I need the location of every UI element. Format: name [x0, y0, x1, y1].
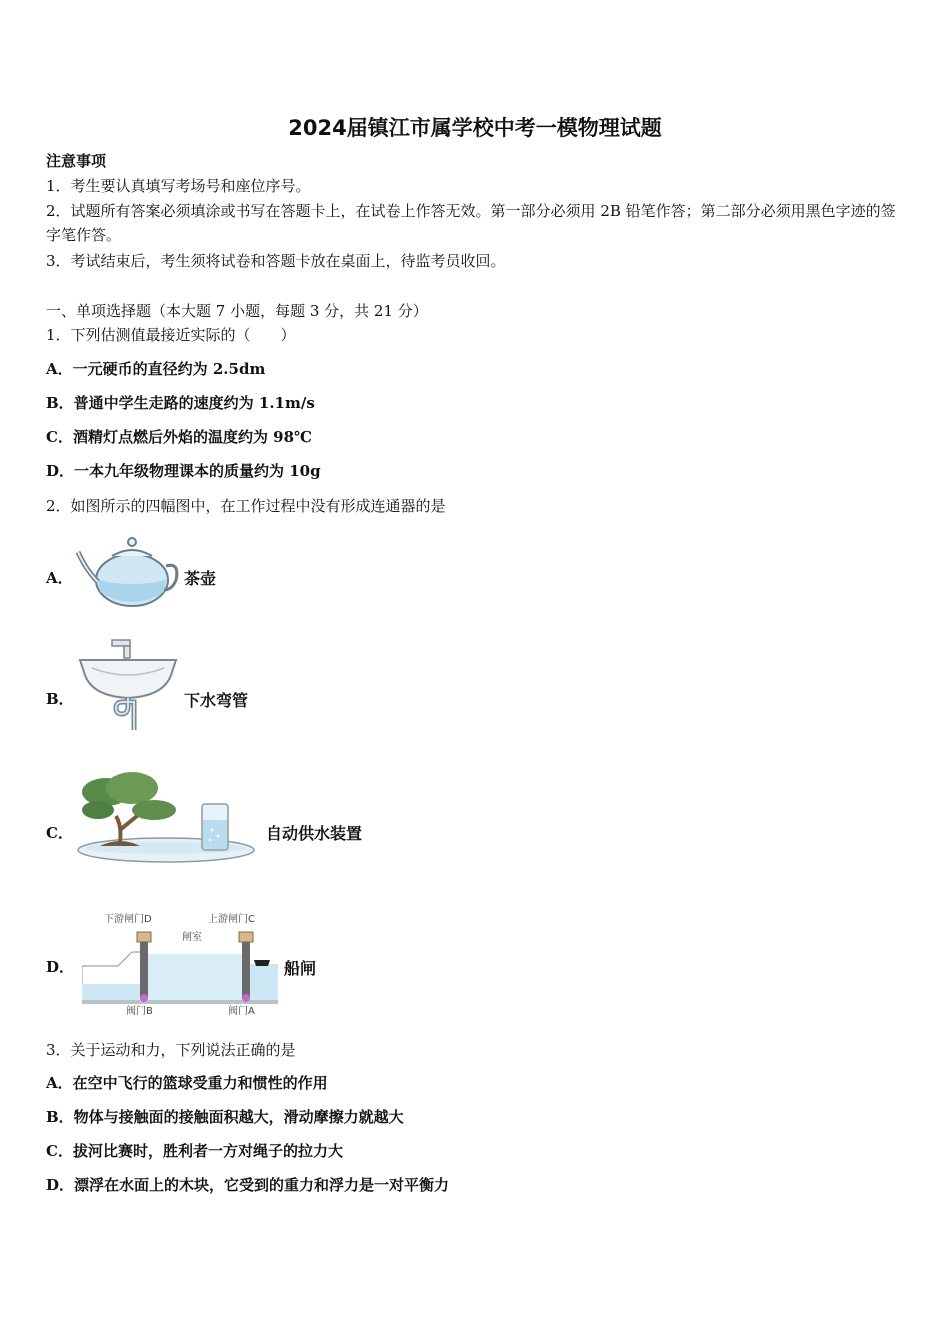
- q2-option-b-caption: 下水弯管: [184, 691, 249, 710]
- q3-stem: 3．关于运动和力，下列说法正确的是: [46, 1041, 296, 1059]
- q1-option-c: C．酒精灯点燃后外焰的温度约为 98℃: [46, 428, 313, 446]
- notice-heading: 注意事项: [46, 152, 107, 170]
- q2-option-c-letter: C．: [46, 824, 73, 842]
- q2-option-d-letter: D．: [46, 958, 75, 976]
- lock-label-valve-b: 阀门B: [126, 1006, 153, 1017]
- notice-item-2: 2．试题所有答案必须填涂或书写在答题卡上，在试卷上作答无效。第一部分必须用 2B 铅笔作答；第二部分必须用黑色字迹的签字笔作答。: [46, 202, 896, 244]
- page-title: 2024届镇江市属学校中考一模物理试题: [288, 116, 662, 140]
- sink-drain-image: [76, 638, 180, 730]
- q1-option-b: B．普通中学生走路的速度约为 1.1m/s: [46, 394, 315, 412]
- lock-label-gate-c: 上游闸门C: [208, 914, 255, 925]
- q2-option-d-caption: 船闸: [284, 959, 317, 978]
- teapot-image: [76, 530, 180, 612]
- section-heading: 一、单项选择题（本大题 7 小题，每题 3 分，共 21 分）: [46, 302, 428, 320]
- notice-item-1: 1．考生要认真填写考场号和座位序号。: [46, 177, 311, 195]
- notice-item-3: 3．考试结束后，考生须将试卷和答题卡放在桌面上，待监考员收回。: [46, 252, 506, 270]
- q2-option-c-caption: 自动供水装置: [266, 824, 363, 843]
- q3-option-b: B．物体与接触面的接触面积越大，滑动摩擦力就越大: [46, 1108, 404, 1126]
- q3-option-c: C．拔河比赛时，胜利者一方对绳子的拉力大: [46, 1142, 343, 1160]
- q3-option-d: D．漂浮在水面上的木块，它受到的重力和浮力是一对平衡力: [46, 1176, 450, 1194]
- q2-option-a-caption: 茶壶: [184, 569, 217, 588]
- lock-label-valve-a: 阀门A: [228, 1006, 255, 1017]
- q2-stem: 2．如图所示的四幅图中，在工作过程中没有形成连通器的是: [46, 497, 446, 515]
- auto-water-supply-image: [76, 770, 262, 866]
- q2-option-a-letter: A．: [46, 569, 73, 587]
- lock-label-gate-d: 下游闸门D: [104, 914, 152, 925]
- ship-lock-image: [82, 908, 278, 1018]
- q1-option-d: D．一本九年级物理课本的质量约为 10g: [46, 462, 321, 480]
- q1-option-a: A．一元硬币的直径约为 2.5dm: [46, 360, 266, 378]
- q3-option-a: A．在空中飞行的篮球受重力和惯性的作用: [46, 1074, 328, 1092]
- q2-option-b-letter: B．: [46, 690, 74, 708]
- q1-stem: 1．下列估测值最接近实际的（ ）: [46, 326, 296, 344]
- lock-label-chamber: 闸室: [182, 932, 202, 943]
